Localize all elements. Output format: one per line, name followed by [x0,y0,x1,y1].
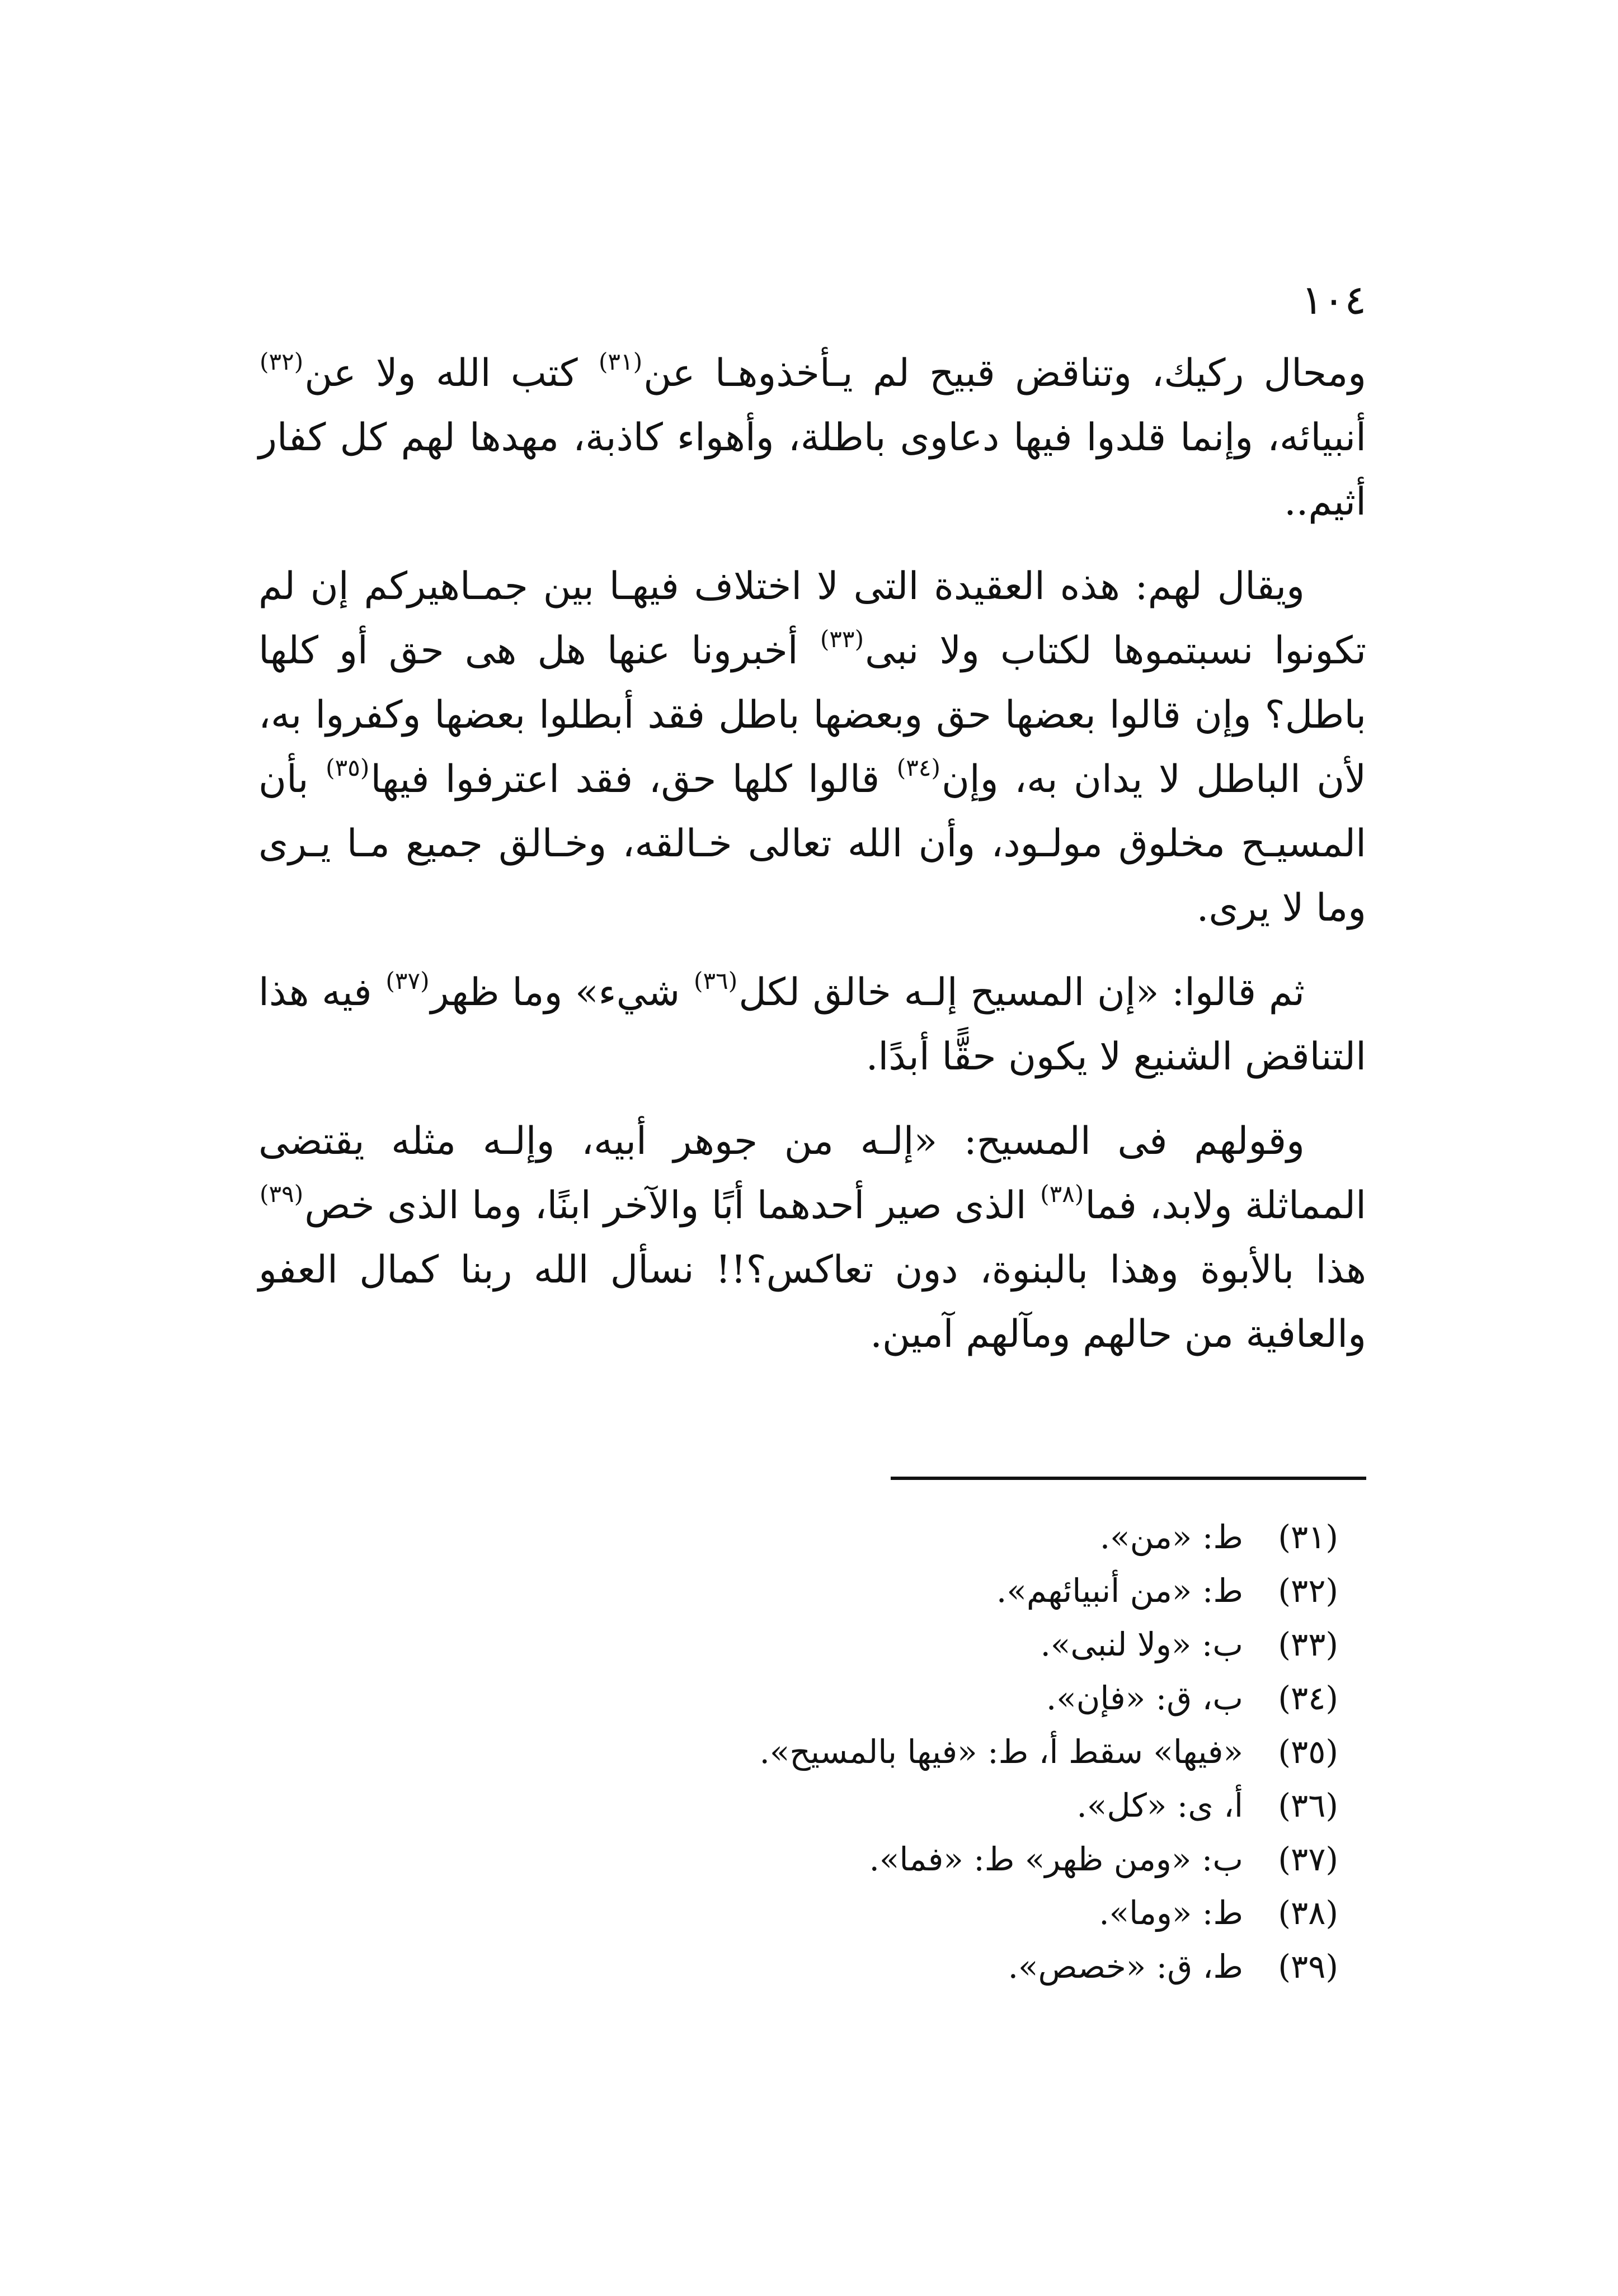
paragraph-4 [258,1109,1366,1366]
footnote-item [387,1940,1338,1993]
text-run: كتب الله ولا عن [304,351,598,395]
text-run: فيه هذا التناقض الشنيع لا يكون حقًّا أبدًا. [258,970,1366,1079]
footnote-item [387,1886,1338,1940]
footnote-item [387,1618,1338,1671]
text-run: الذى صير أحدهما أبًا والآخر ابنًا، وما الذى خص [304,1184,1040,1228]
text-run: أنبيائه، وإنما قلدوا فيها دعاوى باطلة، وأهواء كاذبة، مهدها لهم كل كفار أثيم.. [258,416,1366,524]
footnote-ref-33[interactable]: (٣٣) [820,625,864,653]
footnote-item [387,1510,1338,1564]
footnote-item [387,1832,1338,1886]
footnote-text: ط: «وما». [1099,1894,1243,1932]
footnote-text: ط: «من أنبيائهم». [996,1572,1243,1610]
page-number: ١٠٤ [1301,276,1366,323]
footnote-number: (٣٦) [1278,1786,1338,1824]
footnote-item [387,1564,1338,1618]
footnote-number: (٣٢) [1278,1572,1338,1610]
footnote-number: (٣٨) [1278,1894,1338,1932]
text-run: ومحال ركيك، وتناقض قبيح لم يـأخذوهـا عن [643,351,1366,395]
footnote-item [387,1725,1338,1779]
text-run: شيء» وما ظهر [430,970,693,1015]
footnote-number: (٣٧) [1278,1840,1338,1878]
footnote-ref-36[interactable]: (٣٦) [693,967,738,994]
footnote-list [387,1510,1338,1993]
footnote-ref-38[interactable]: (٣٨) [1040,1180,1084,1208]
footnote-ref-35[interactable]: (٣٥) [326,753,370,781]
paragraph-2 [258,554,1366,940]
footnote-number: (٣٩) [1278,1948,1338,1986]
footnote-text: أ، ى: «كل». [1076,1786,1243,1824]
footnote-text: «فيها» سقط أ، ط: «فيها بالمسيح». [759,1733,1243,1771]
main-text [258,341,1366,1387]
footnote-ref-37[interactable]: (٣٧) [385,967,430,994]
footnote-ref-31[interactable]: (٣١) [598,347,643,375]
footnote-text: ب، ق: «فإن». [1046,1679,1243,1717]
text-run: وقولهم فى المسيح: «إلـه من جوهر أبيه، وإلـه مثله يقتضى المماثلة ولابد، فما [258,1119,1366,1228]
footnote-number: (٣٤) [1278,1679,1338,1717]
footnote-number: (٣٥) [1278,1733,1338,1771]
footnote-text: ط: «من». [1099,1518,1243,1556]
footnote-number: (٣١) [1278,1518,1338,1556]
footnote-item [387,1779,1338,1832]
text-run: هذا بالأبوة وهذا بالبنوة، دون تعاكس؟!! نسأل الله ربنا كمال العفو والعافية من حالهم ومآلهم آمين. [258,1248,1366,1356]
paragraph-3 [258,960,1366,1089]
paragraph-1 [258,341,1366,534]
footnote-ref-34[interactable]: (٣٤) [896,753,940,781]
footnote-ref-39[interactable]: (٣٩) [260,1180,304,1208]
footnote-ref-32[interactable]: (٣٢) [260,347,304,375]
footnote-text: ب: «ومن ظهر» ط: «فما». [869,1840,1243,1878]
text-run: ويقال لهم: هذه العقيدة التى لا اختلاف فيهـا بين جمـاهيركم إن لم تكونوا نسبتموها لكتاب ولا نبى [258,564,1366,673]
text-run: بأن المسيـح مخلوق مولـود، وأن الله تعالى خـالقه، وخـالق جميع مـا يـرى وما لا يرى. [258,757,1366,930]
footnote-separator [891,1477,1366,1480]
footnote-number: (٣٣) [1278,1625,1338,1663]
footnote-item [387,1671,1338,1725]
text-run: ثم قالوا: «إن المسيح إلـه خالق لكل [739,970,1305,1015]
text-run: أخبرونا عنها هل هى حق أو كلها باطل؟ وإن قالوا بعضها حق وبعضها باطل فقد أبطلوا بعضها وكفروا به، لأن الباطل لا يدان به، وإن [258,629,1366,802]
footnote-text: ب: «ولا لنبى». [1040,1625,1243,1663]
text-run: قالوا كلها حق، فقد اعترفوا فيها [370,757,896,802]
footnote-text: ط، ق: «خصص». [1008,1948,1243,1986]
